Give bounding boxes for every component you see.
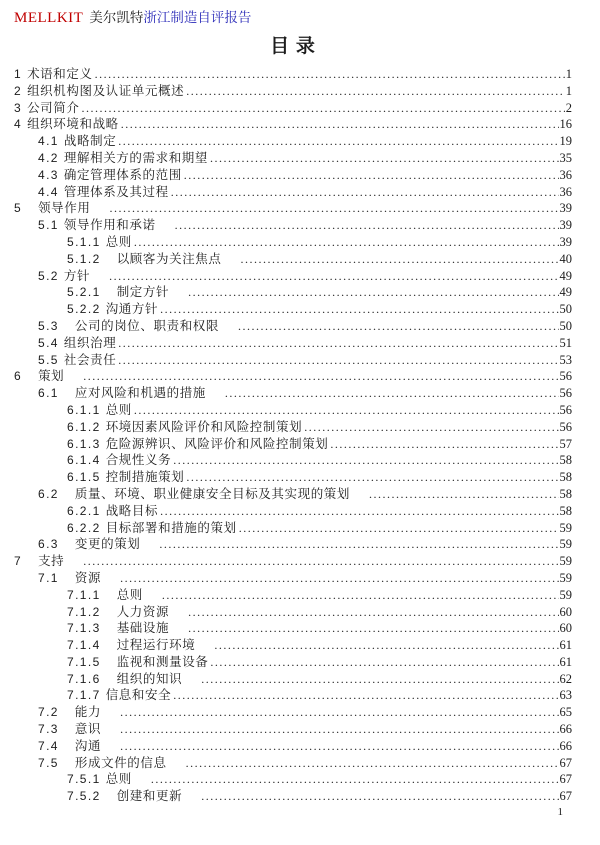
toc-entry [14,215,572,232]
toc-entry-page: 49 [559,285,572,300]
toc-entry [14,753,572,770]
toc-entry [14,501,572,518]
toc-entry [14,685,572,702]
toc-entry-number: 7 [14,554,23,568]
toc-entry-number: 6.3 [38,537,59,552]
toc-entry-number: 2 [14,83,23,98]
toc-entry [14,652,572,669]
dot-leader [120,571,558,585]
toc-entry-title: 监视和测量设备 [116,654,209,669]
dot-leader [83,369,558,383]
toc-entry-title: 管理体系及其过程 [63,184,169,199]
toc-entry-page: 61 [559,654,572,669]
toc-entry-title: 理解相关方的需求和期望 [63,150,208,165]
toc-entry-number: 4.4 [38,184,59,199]
toc-entry-title: 社会责任 [63,352,117,367]
toc-entry-title: 质量、环境、职业健康安全目标及其实现的策划 [74,486,350,501]
dot-leader [239,521,559,535]
toc-entry-number: 7.1.5 [67,654,101,669]
dot-leader [188,605,558,619]
dot-leader [109,201,558,215]
toc-entry-page: 56 [559,419,572,434]
toc-entry-title: 沟通方针 [105,302,159,316]
toc-entry [14,131,572,148]
dot-leader [109,269,558,283]
toc-entry-page: 58 [559,486,572,501]
toc-entry [14,316,572,333]
dot-leader [238,319,559,333]
toc-entry-page: 57 [559,436,572,451]
toc-entry-number: 7.5.2 [67,789,101,804]
dot-leader [210,151,559,165]
toc-entry-page: 39 [559,218,572,232]
toc-entry-number: 7.1.7 [67,688,101,703]
toc-entry-page: 2 [565,100,572,115]
toc-entry-number: 4 [14,117,23,132]
toc-entry-page: 49 [559,268,572,283]
toc-entry-title: 总则 [116,587,143,602]
brand-name: MELLKIT [14,10,84,26]
dot-leader [160,504,558,518]
toc-entry-title: 方针 [63,268,91,283]
toc-entry-number: 7.1.6 [67,671,101,686]
toc-entry-page: 51 [559,335,572,350]
toc-entry-number: 7.1.4 [67,638,101,652]
toc-entry-page: 39 [559,234,572,249]
toc-entry [14,366,572,383]
toc-entry-number: 5.1 [38,218,59,232]
toc-entry [14,417,572,434]
dot-leader [214,638,558,652]
toc-entry-title: 创建和更新 [116,789,183,804]
toc-entry-number: 7.1.2 [67,604,101,619]
toc-entry [14,434,572,451]
dot-leader [186,84,564,98]
toc-entry-title: 控制措施策划 [105,470,185,484]
toc-entry [14,551,572,568]
toc-entry [14,786,572,803]
toc-entry [14,669,572,686]
toc-entry-number: 5.3 [38,318,59,333]
toc-entry [14,98,572,115]
dot-leader [134,403,559,417]
toc-entry-title: 总则 [105,772,132,787]
toc-entry-number: 6.1.4 [67,453,101,468]
toc-entry-number: 4.2 [38,150,59,165]
toc-entry-number: 6.1.5 [67,470,101,484]
dot-leader [171,185,559,199]
dot-leader [173,453,558,467]
dot-leader [118,353,558,367]
toc-entry [14,81,572,98]
toc-entry-number: 7.1.3 [67,621,101,636]
toc-entry-number: 6.1 [38,386,59,400]
toc-entry-title: 组织治理 [63,335,117,350]
toc-entry [14,249,572,266]
toc-entry-page: 59 [559,570,572,585]
dot-leader [330,437,558,451]
dot-leader [188,285,558,299]
toc-entry-title: 能力 [74,705,102,720]
dot-leader [369,487,559,501]
toc-entry [14,266,572,283]
toc-entry [14,299,572,316]
toc-entry-number: 5.1.2 [67,251,101,266]
toc-entry-number: 3 [14,100,23,115]
toc-entry-number: 6 [14,369,23,384]
dot-leader [95,67,565,81]
toc-entry-number: 6.1.3 [67,436,101,451]
dot-leader [120,722,558,736]
toc-entry-number: 7.1 [38,570,59,585]
toc-entry-page: 67 [559,755,572,770]
toc-entry-page: 58 [559,453,572,468]
toc-entry-page: 35 [559,150,572,165]
toc-entry-page: 53 [559,352,572,367]
toc-entry-title: 应对风险和机遇的措施 [74,386,206,400]
toc-entry-number: 5.5 [38,352,59,367]
toc-entry [14,165,572,182]
toc-entry-title: 战略目标 [105,503,159,518]
toc-entry [14,182,572,199]
toc-entry-title: 组织环境和战略 [27,117,119,132]
toc-entry-title: 变更的策划 [74,537,141,552]
toc-entry-title: 战略制定 [63,134,117,148]
toc-entry-title: 组织机构图及认证单元概述 [27,83,185,98]
toc-entry-number: 5 [14,201,23,216]
dot-leader [83,554,558,568]
toc-entry-page: 36 [559,167,572,182]
dot-leader [173,688,558,702]
toc-entry-title: 确定管理体系的范围 [63,167,182,182]
toc-entry-page: 59 [559,537,572,552]
toc-entry [14,64,572,81]
dot-leader [120,739,558,753]
toc-entry-number: 5.2 [38,268,59,283]
dot-leader [118,134,558,148]
dot-leader [121,117,559,131]
toc-entry-title: 术语和定义 [27,67,93,81]
toc-entry-page: 50 [559,302,572,316]
toc-entry-number: 7.1.1 [67,587,101,602]
toc-entry-page: 58 [559,503,572,518]
toc-entry [14,702,572,719]
toc-entry [14,467,572,484]
dot-leader [175,218,559,232]
toc-entry-title: 领导作用和承诺 [63,218,156,232]
toc-entry [14,568,572,585]
toc-entry-title: 策划 [38,369,65,384]
toc-entry-title: 危险源辨识、风险评价和风险控制策划 [105,436,329,451]
brand-name-chinese: 美尔凯特 [89,10,144,25]
toc-entry-number: 7.5.1 [67,772,101,787]
toc-entry-page: 36 [559,184,572,199]
toc-entry-title: 形成文件的信息 [74,755,167,770]
toc-entry-page: 63 [559,688,572,703]
toc-entry-number: 6.1.2 [67,419,101,434]
toc-entry-title: 支持 [38,554,65,568]
toc-entry-title: 以顾客为关注焦点 [116,251,222,266]
dot-leader [81,101,564,115]
toc-entry [14,484,572,501]
toc-entry-page: 56 [559,402,572,417]
toc-entry-title: 总则 [105,234,132,249]
dot-leader [186,470,558,484]
toc-entry-number: 1 [14,67,23,81]
dot-leader [188,621,558,635]
toc-entry [14,602,572,619]
toc-entry-number: 5.1.1 [67,234,101,249]
toc-entry [14,618,572,635]
toc-entry [14,282,572,299]
toc-entry-title: 过程运行环境 [116,638,196,652]
dot-leader [210,655,558,669]
toc-entry [14,585,572,602]
toc-entry-number: 7.5 [38,755,59,770]
toc-entry-title: 目标部署和措施的策划 [105,520,237,535]
toc-entry-title: 意识 [74,722,102,736]
toc-entry [14,198,572,215]
toc-entry-number: 6.2.1 [67,503,101,518]
dot-leader [304,420,558,434]
toc-entry-page: 60 [559,621,572,636]
dot-leader [201,672,558,686]
toc-entry-page: 56 [559,369,572,384]
toc-entry-title: 公司简介 [27,100,80,115]
toc-entry-title: 制定方针 [116,285,170,300]
dot-leader [120,705,558,719]
toc-entry-page: 19 [559,134,572,148]
toc-entry-number: 5.2.1 [67,285,101,300]
toc-entry-page: 50 [559,318,572,333]
toc-entry-page: 67 [559,789,572,804]
toc-entry-page: 40 [559,251,572,266]
toc-entry [14,635,572,652]
toc-entry-number: 4.1 [38,134,59,148]
toc-entry-page: 66 [559,722,572,736]
toc-entry-title: 合规性义务 [105,453,172,468]
toc-entry-number: 6.2 [38,486,59,501]
dot-leader [162,588,559,602]
toc-entry-page: 59 [559,554,572,568]
toc-entry [14,333,572,350]
toc-entry-page: 62 [559,671,572,686]
toc-entry-page: 65 [559,705,572,720]
toc-entry-title: 资源 [74,570,102,585]
toc-entry-title: 领导作用 [38,201,91,216]
toc-entry-page: 67 [559,772,572,787]
toc-entry-page: 59 [559,520,572,535]
dot-leader [160,302,558,316]
dot-leader [186,756,559,770]
toc-entry-number: 5.4 [38,335,59,350]
dot-leader [241,252,559,266]
toc-entry-page: 66 [559,738,572,753]
document-title: 浙江制造自评报告 [143,10,252,25]
toc-entry-title: 人力资源 [116,604,170,619]
toc-entry [14,148,572,165]
toc-entry-title: 公司的岗位、职责和权限 [74,318,219,333]
dot-leader [225,386,559,400]
document-header [14,9,572,28]
toc-entry-title: 环境因素风险评价和风险控制策划 [105,419,303,434]
toc-entry-number: 5.2.2 [67,302,101,316]
page-title: 目 录 [270,36,316,57]
toc-entry-page: 56 [559,386,572,400]
dot-leader [184,168,559,182]
toc-list [14,64,572,803]
toc-entry-number: 4.3 [38,167,59,182]
toc-entry-page: 59 [559,587,572,602]
toc-entry-page: 61 [559,638,572,652]
toc-entry-number: 7.4 [38,738,59,753]
toc-entry [14,383,572,400]
toc-entry-page: 1 [565,83,572,98]
toc-entry-title: 总则 [105,402,132,417]
toc-entry-title: 基础设施 [116,621,170,636]
toc-entry-page: 16 [559,117,572,132]
toc-entry-page: 60 [559,604,572,619]
dot-leader [201,789,558,803]
toc-entry [14,534,572,551]
toc-entry [14,736,572,753]
footer-page-number: 1 [557,806,563,818]
dot-leader [151,772,559,786]
toc-entry [14,114,572,131]
toc-entry [14,769,572,786]
toc-entry [14,232,572,249]
toc-entry [14,350,572,367]
toc-entry-title: 组织的知识 [116,671,183,686]
toc-entry-number: 7.3 [38,722,59,736]
dot-leader [159,537,558,551]
toc-entry-number: 6.1.1 [67,402,101,417]
toc-entry [14,450,572,467]
toc-entry-page: 39 [559,201,572,216]
toc-entry-page: 58 [559,470,572,484]
dot-leader [134,235,559,249]
toc-entry [14,719,572,736]
toc-entry [14,400,572,417]
toc-entry-number: 7.2 [38,705,59,720]
dot-leader [118,336,558,350]
toc-entry-page: 1 [565,67,572,81]
toc-entry [14,518,572,535]
toc-entry-title: 沟通 [74,738,102,753]
toc-entry-number: 6.2.2 [67,520,101,535]
toc-entry-title: 信息和安全 [105,688,172,703]
